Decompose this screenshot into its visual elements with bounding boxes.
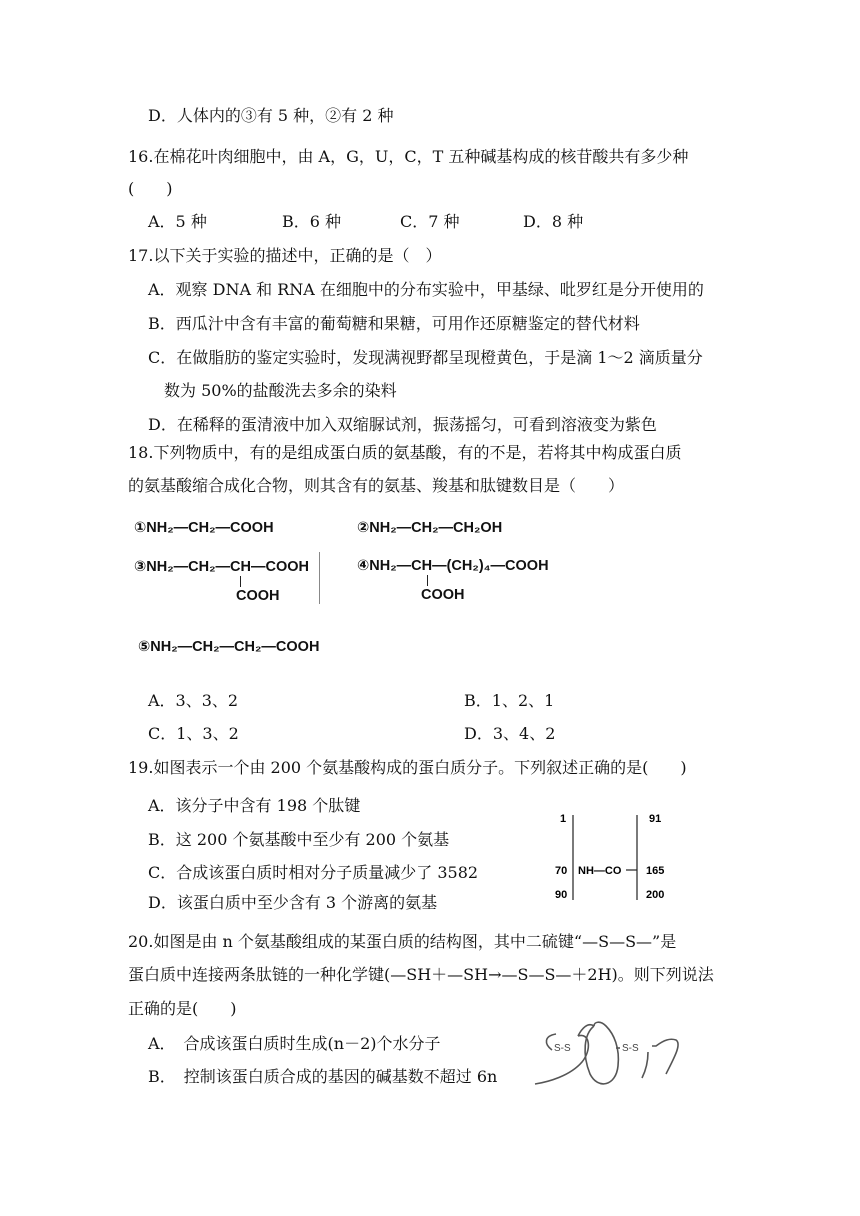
- q20-stem: 20.如图是由 n 个氨基酸组成的某蛋白质的结构图，其中二硫键“—S—S—”是: [128, 932, 677, 951]
- right-mid-label: 165: [646, 865, 665, 877]
- right-bottom-label: 200: [646, 889, 665, 901]
- q19-stem: 19.如图表示一个由 200 个氨基酸构成的蛋白质分子。下列叙述正确的是( ): [128, 758, 687, 777]
- q18-option-b: B．1、2、1: [464, 691, 555, 710]
- disulfide-bond-left: S-S: [554, 1043, 571, 1054]
- q18-option-a: A．3、3、2: [148, 691, 239, 710]
- left-top-label: 1: [560, 813, 567, 825]
- q15-option-d: D．人体内的③有 5 种，②有 2 种: [148, 106, 394, 125]
- q20-option-a: A． 合成该蛋白质时生成(n－2)个水分子: [148, 1034, 441, 1053]
- compound-3-branch: COOH: [236, 588, 280, 604]
- q17-option-a: A．观察 DNA 和 RNA 在细胞中的分布实验中，甲基绿、吡罗红是分开使用的: [148, 280, 704, 299]
- q16-option-c: C．7 种: [400, 212, 460, 231]
- left-bottom-label: 90: [555, 889, 568, 901]
- compound-5: ⑤NH₂—CH₂—CH₂—COOH: [138, 639, 320, 655]
- q19-option-c: C．合成该蛋白质时相对分子质量减少了 3582: [148, 863, 479, 882]
- q19-option-b: B．这 200 个氨基酸中至少有 200 个氨基: [148, 830, 450, 849]
- q18-stem: 18.下列物质中，有的是组成蛋白质的氨基酸，有的不是，若将其中构成蛋白质: [128, 443, 682, 462]
- compound-2: ②NH₂—CH₂—CH₂OH: [357, 520, 503, 536]
- q18-option-d: D．3、4、2: [464, 724, 556, 743]
- q17-option-c: C．在做脂肪的鉴定实验时，发现满视野都呈现橙黄色，于是滴 1～2 滴质量分: [148, 348, 703, 367]
- q17-stem: 17.以下关于实验的描述中，正确的是（ ）: [128, 246, 442, 265]
- compound-4-branch: COOH: [421, 587, 465, 603]
- q17-option-c-cont: 数为 50%的盐酸洗去多余的染料: [164, 381, 397, 400]
- left-mid-label: 70: [555, 865, 568, 877]
- q16-option-a: A．5 种: [148, 212, 207, 231]
- q18-stem-cont: 的氨基酸缩合成化合物，则其含有的氨基、羧基和肽键数目是（ ）: [128, 476, 625, 495]
- q16-stem: 16.在棉花叶肉细胞中，由 A，G，U，C，T 五种碱基构成的核苷酸共有多少种: [128, 147, 689, 166]
- peptide-bond-label: NH—CO: [578, 865, 622, 877]
- q17-option-b: B．西瓜汁中含有丰富的葡萄糖和果糖，可用作还原糖鉴定的替代材料: [148, 314, 640, 333]
- compound-3-branch-bond: [240, 576, 241, 587]
- q20-stem-cont: 蛋白质中连接两条肽链的一种化学键(—SH＋—SH→—S—S—＋2H)。则下列说法: [128, 965, 714, 984]
- q16-option-d: D．8 种: [523, 212, 584, 231]
- compound-1: ①NH₂—CH₂—COOH: [134, 520, 274, 536]
- disulfide-protein-diagram: [530, 1014, 690, 1094]
- q16-paren: ( ): [128, 179, 173, 198]
- q18-option-c: C．1、3、2: [148, 724, 239, 743]
- compound-4: ④NH₂—CH—(CH₂)₄—COOH: [357, 558, 549, 574]
- q16-option-b: B．6 种: [282, 212, 342, 231]
- q19-option-d: D．该蛋白质中至少含有 3 个游离的氨基: [148, 893, 438, 912]
- protein-chain-diagram: [548, 805, 678, 905]
- q20-stem-cont-2: 正确的是( ): [128, 999, 237, 1018]
- disulfide-bond-right: S-S: [622, 1043, 639, 1054]
- compound-3: ③NH₂—CH₂—CH—COOH: [134, 559, 309, 575]
- compound-4-branch-bond: [427, 575, 428, 586]
- divider-line: [319, 552, 320, 604]
- q20-option-b: B． 控制该蛋白质合成的基因的碱基数不超过 6n: [148, 1067, 498, 1086]
- right-top-label: 91: [649, 813, 662, 825]
- q17-option-d: D．在稀释的蛋清液中加入双缩脲试剂，振荡摇匀，可看到溶液变为紫色: [148, 415, 657, 434]
- q19-option-a: A．该分子中含有 198 个肽键: [148, 796, 361, 815]
